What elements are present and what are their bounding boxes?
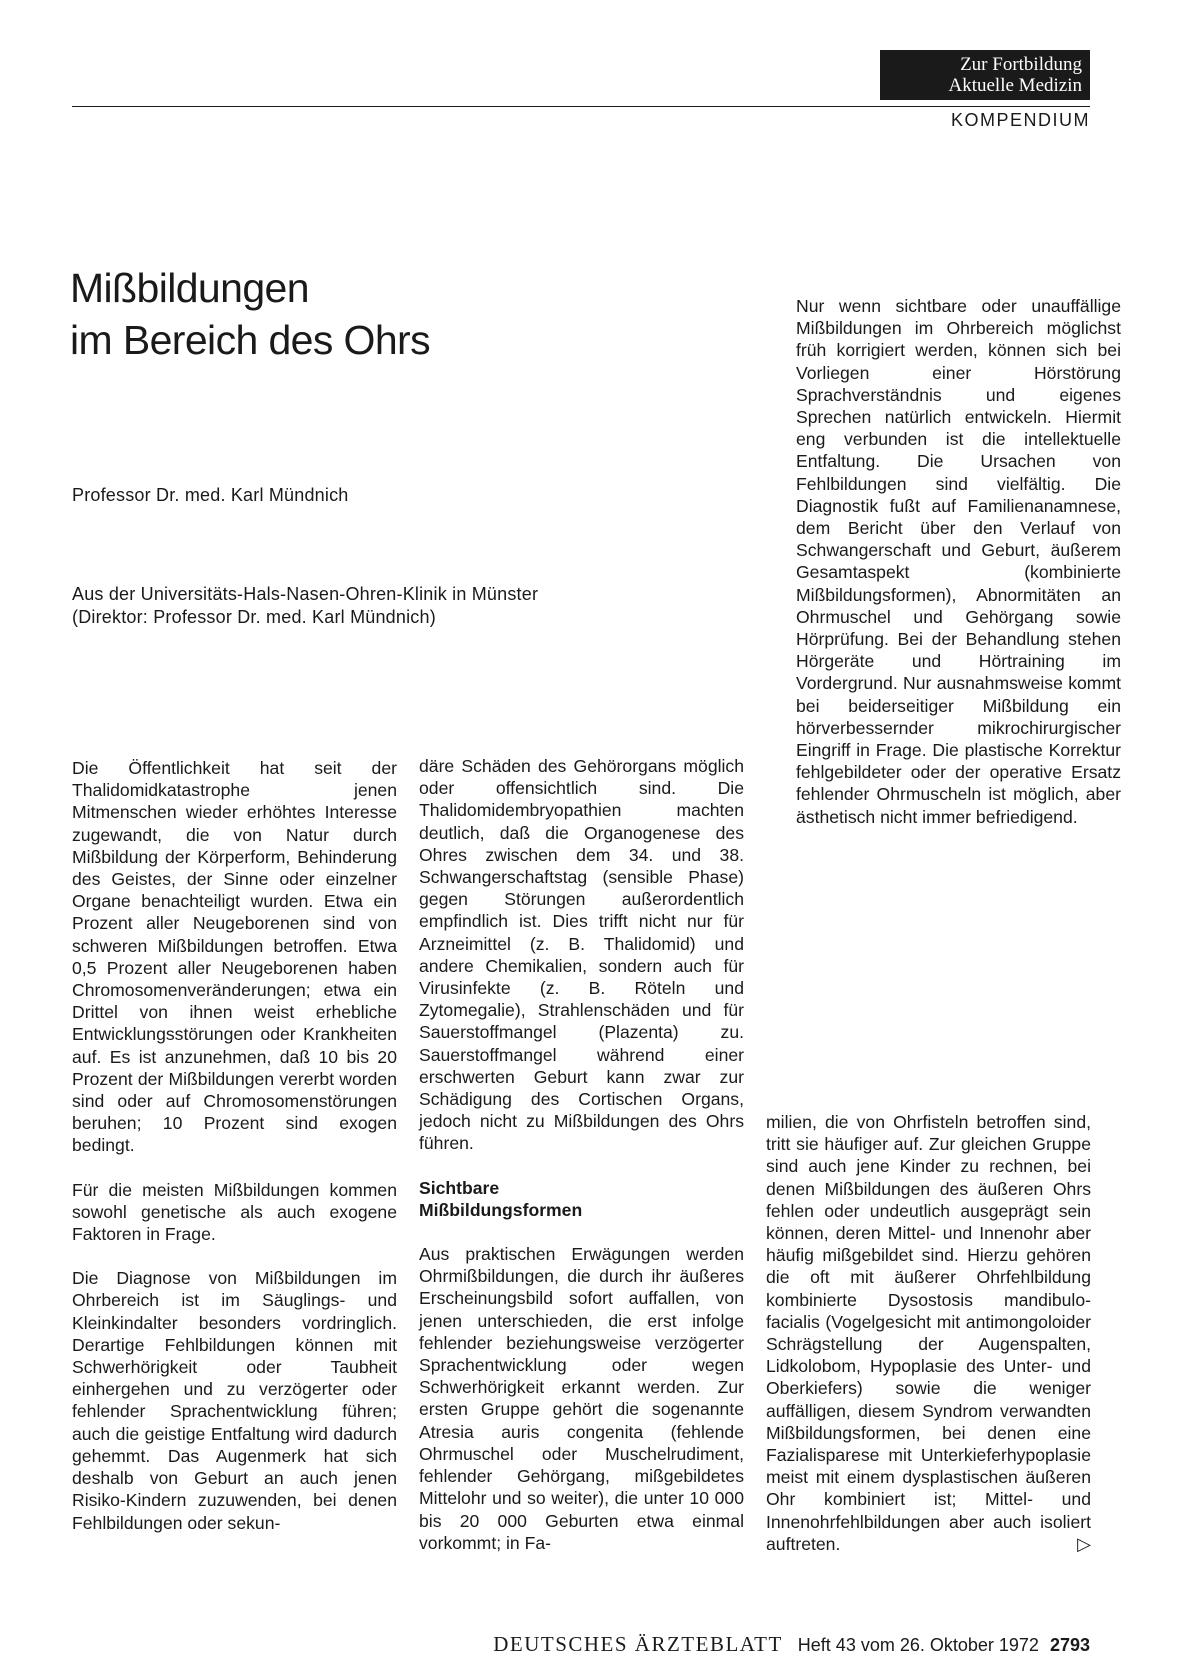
summary-column <box>796 295 1121 828</box>
title-line-1: Mißbildungen <box>70 265 309 311</box>
paragraph <box>766 1111 1091 1555</box>
series-tag-line2: Aktuelle Medizin <box>948 75 1082 96</box>
section-heading <box>419 1177 744 1221</box>
title-line-2: im Bereich des Ohrs <box>70 317 431 363</box>
journal-masthead: DEUTSCHES ÄRZTEBLATT <box>493 1632 783 1656</box>
article-title <box>70 262 750 366</box>
affiliation <box>72 583 538 629</box>
series-tag <box>880 50 1090 100</box>
header-rule <box>72 106 1090 107</box>
affiliation-line-1: Aus der Universitäts-Hals-Nasen-Ohren-Klinik in Münster <box>72 584 539 604</box>
paragraph: Die Öffentlichkeit hat seit der Thalidomidkatastrophe jenen Mitmenschen wieder erhöhtes Interesse zugewandt, die von Natur durch Mißbildung der Körperform, Behinderung des Geistes, der Sinne oder einzelner Organe benachteiligt wurden. Etwa ein Prozent aller Neugeborenen sind von schweren Mißbildungen betroffen. Etwa 0,5 Prozent aller Neugeborenen haben Chromosomenveränderungen; etwa ein Drittel von ihnen weist erhebliche Entwicklungsstörungen oder Krankheiten auf. Es ist anzunehmen, daß 10 bis 20 Prozent der Mißbildungen vererbt worden sind oder auf Chromosomenstörungen beruhen; 10 Prozent sind exogen bedingt. <box>72 758 397 1156</box>
text-column-3 <box>766 1111 1091 1555</box>
page-footer <box>493 1632 1090 1657</box>
section-label: KOMPENDIUM <box>950 110 1090 130</box>
continue-arrow-icon: ▷ <box>1077 1533 1091 1554</box>
text-column-1 <box>72 757 397 1534</box>
paragraph: Aus praktischen Erwägungen werden Ohrmißbildungen, die durch ihr äußeres Erscheinungsbild sofort auffallen, von jenen unterschieden, die erst infolge fehlender beziehungsweise verzögerter Sprachentwicklung oder wegen Schwerhörigkeit erkannt werden. Zur ersten Gruppe gehört die sogenannte Atresia auris congenita (fehlende Ohrmuschel oder Muschelrudiment, fehlender Gehörgang, mißgebildetes Mittelohr und so weiter), die unter 10 000 bis 20 000 Geburten etwa einmal vorkommt; in Fa- <box>419 1244 744 1553</box>
author-line: Professor Dr. med. Karl Mündnich <box>72 485 349 505</box>
section-heading-line-1: Sichtbare <box>419 1177 500 1198</box>
paragraph-text: milien, die von Ohrfisteln betroffen sind, tritt sie häufiger auf. Zur gleichen Gruppe sind auch jene Kinder zu rechnen, bei denen Mißbildungen des äußeren Ohrs fehlen oder undeutlich ausgeprägt sein können, deren Mittel- und Innenohr aber häufig mißgebildet sind. Hierzu gehören die oft mit äußerer Ohrfehlbildung kombinierte Dysostosis mandibulo-facialis (Vogelgesicht mit antimongoloider Schrägstellung der Augenspalten, Lidkolobom, Hypoplasie des Unter- und Oberkiefers) sowie die weniger auffälligen, diesem Syndrom verwandten Mißbildungsformen, bei denen eine Fazialisparese mit Unterkieferhypoplasie meist mit einem dysplastischen äußeren Ohr kombiniert ist; Mittel- und Innenohrfehlbildungen aber auch isoliert auftreten. <box>766 1112 1091 1554</box>
series-tag-line1: Zur Fortbildung <box>960 54 1082 75</box>
summary-paragraph: Nur wenn sichtbare oder unauffällige Mißbildungen im Ohrbereich möglichst früh korrigiert werden, können sich bei Vorliegen einer Hörstörung Sprachverständnis und eigenes Sprechen natürlich entwickeln. Hiermit eng verbunden ist die intellektuelle Entfaltung. Die Ursachen von Fehlbildungen sind vielfältig. Die Diagnostik fußt auf Familienanamnese, dem Bericht über den Verlauf von Schwangerschaft und Geburt, äußerem Gesamtaspekt (kombinierte Mißbildungsformen), Abnormitäten an Ohrmuschel und Gehörgang sowie Hörprüfung. Bei der Behandlung stehen Hörgeräte und Hörtraining im Vordergrund. Nur ausnahmsweise kommt bei beiderseitiger Mißbildung ein hörverbessernder mikrochirurgischer Eingriff in Frage. Die plastische Korrektur fehlgebildeter oder der operative Ersatz fehlender Ohrmuscheln ist möglich, aber ästhetisch nicht immer befriedigend. <box>796 296 1121 827</box>
paragraph: Für die meisten Mißbildungen kommen sowohl genetische als auch exogene Faktoren in Frage. <box>72 1179 397 1245</box>
text-column-2 <box>419 755 744 1554</box>
paragraph: däre Schäden des Gehörorgans möglich oder offensichtlich sind. Die Thalidomidembryopathien machten deutlich, daß die Organogenese des Ohres zwischen dem 34. und 38. Schwangerschaftstag (sensible Phase) gegen Störungen außerordentlich empfindlich ist. Dies trifft nicht nur für Arzneimittel (z. B. Thalidomid) und andere Chemikalien, sondern auch für Virusinfekte (z. B. Röteln und Zytomegalie), Strahlenschäden und für Sauerstoffmangel (Plazenta) zu. Sauerstoffmangel während einer erschwerten Geburt kann zwar zur Schädigung des Cortischen Organs, jedoch nicht zu Mißbildungen des Ohrs führen. <box>419 756 744 1154</box>
page-number: 2793 <box>1049 1635 1090 1655</box>
section-heading-line-2: Mißbildungsformen <box>419 1199 583 1220</box>
issue-info: Heft 43 vom 26. Oktober 1972 <box>797 1635 1039 1655</box>
paragraph: Die Diagnose von Mißbildungen im Ohrbereich ist im Säuglings- und Kleinkindalter besonders vordringlich. Derartige Fehlbildungen können mit Schwerhörigkeit oder Taubheit einhergehen und zu verzögerter oder fehlender Sprachentwicklung führen; auch die geistige Entfaltung wird dadurch gehemmt. Das Augenmerk hat sich deshalb von Geburt an auch jenen Risiko-Kindern zuzuwenden, bei denen Fehlbildungen oder sekun- <box>72 1268 397 1533</box>
affiliation-line-2: (Direktor: Professor Dr. med. Karl Mündnich) <box>72 607 436 627</box>
